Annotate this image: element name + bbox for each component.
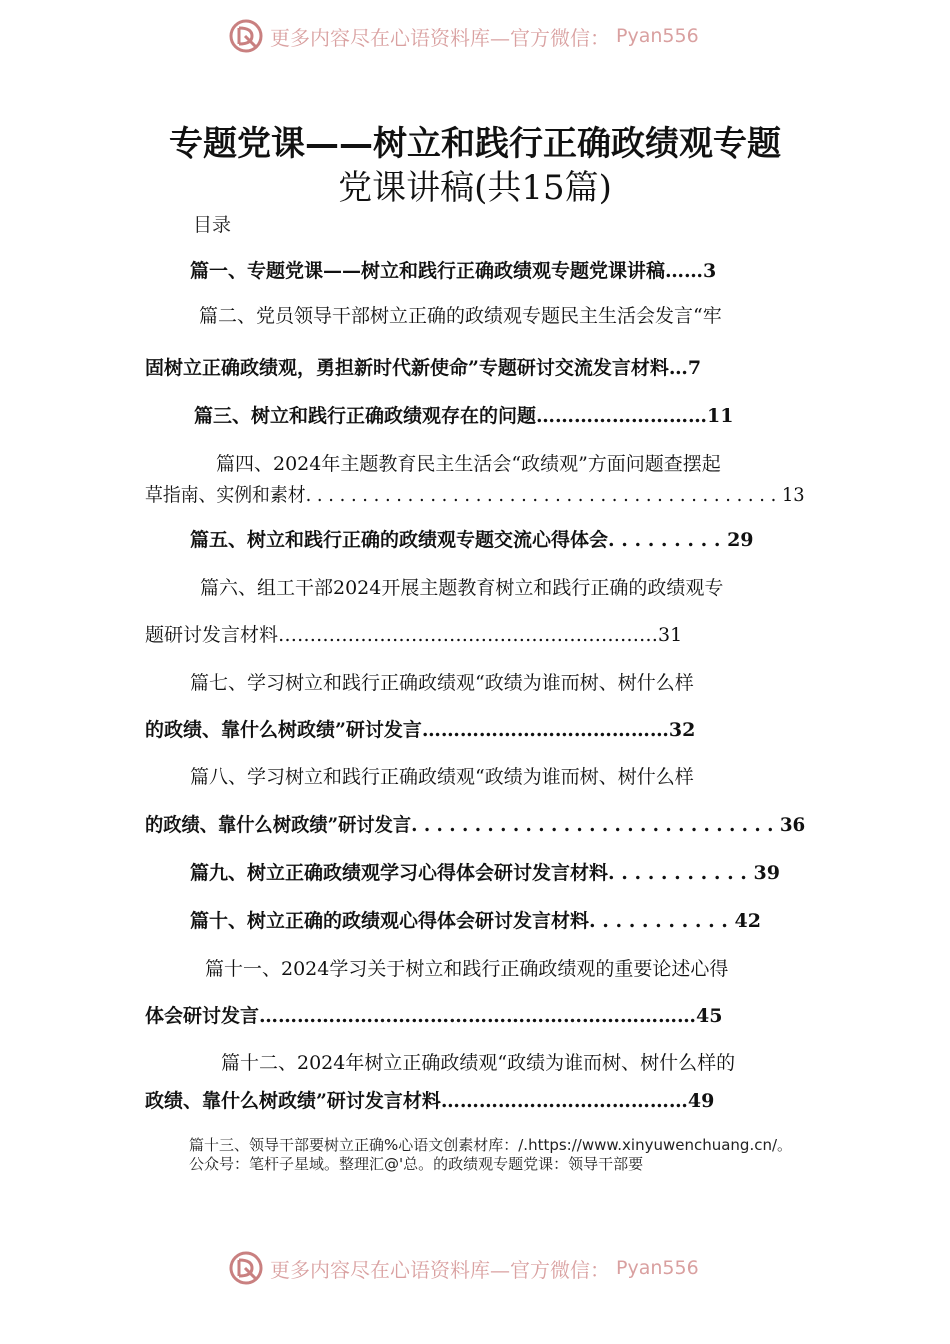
toc-entry[interactable]: 政绩、靠什么树政绩”研讨发言材料…………………………………49 (145, 1090, 715, 1112)
header-watermark-banner (228, 16, 699, 56)
brand-logo-icon (228, 18, 264, 54)
footer-watermark-banner (228, 1248, 699, 1288)
toc-entry[interactable]: 的政绩、靠什么树政绩”研讨发言. . . . . . . . . . . . . . . . . . . . . . . . . . . . . 36 (145, 814, 806, 836)
footnote-text: 篇十三、领导干部要树立正确%心语文创素材库：/.https://www.xinyuwenchuang.cn/。公众号：笔杆子星域。整理汇@'总。的政绩观专题党课：领导干部要 (189, 1136, 793, 1173)
toc-entry[interactable]: 篇三、树立和践行正确政绩观存在的问题………………………11 (194, 405, 734, 427)
toc-entry[interactable]: 篇九、树立正确政绩观学习心得体会研讨发言材料. . . . . . . . . . . 39 (190, 862, 780, 884)
banner-text: 更多内容尽在心语资料库—官方微信： (270, 1257, 610, 1282)
banner-wechat-id: Pyan556 (616, 1257, 699, 1279)
toc-entry[interactable]: 篇一、专题党课——树立和践行正确政绩观专题党课讲稿……3 (190, 260, 717, 282)
toc-entry[interactable]: 篇七、学习树立和践行正确政绩观“政绩为谁而树、树什么样 (190, 672, 694, 694)
toc-entry[interactable]: 篇十二、2024年树立正确政绩观“政绩为谁而树、树什么样的 (221, 1052, 736, 1074)
toc-entry[interactable]: 篇十、树立正确的政绩观心得体会研讨发言材料. . . . . . . . . . . 42 (190, 910, 761, 932)
toc-heading: 目录 (193, 214, 232, 236)
toc-entry[interactable]: 题研讨发言材料……………………………………………………31 (145, 624, 683, 646)
toc-entry[interactable]: 篇五、树立和践行正确的政绩观专题交流心得体会. . . . . . . . . 29 (190, 529, 754, 551)
document-title-line1: 专题党课——树立和践行正确政绩观专题 (169, 124, 781, 164)
banner-wechat-id: Pyan556 (616, 25, 699, 47)
toc-entry[interactable]: 固树立正确政绩观，勇担新时代新使命”专题研讨交流发言材料…7 (145, 357, 702, 379)
document-title-line2: 党课讲稿(共15篇) (338, 168, 612, 208)
toc-entry[interactable]: 篇六、组工干部2024开展主题教育树立和践行正确的政绩观专 (200, 577, 724, 599)
toc-entry[interactable]: 篇二、党员领导干部树立正确的政绩观专题民主生活会发言“牢 (199, 305, 722, 327)
toc-entry[interactable]: 体会研讨发言……………………………………………………………45 (145, 1005, 723, 1027)
banner-text: 更多内容尽在心语资料库—官方微信： (270, 25, 610, 50)
brand-logo-icon (228, 1250, 264, 1286)
toc-entry[interactable]: 篇八、学习树立和践行正确政绩观“政绩为谁而树、树什么样 (190, 766, 694, 788)
toc-entry[interactable]: 草指南、实例和素材. . . . . . . . . . . . . . . . . . . . . . . . . . . . . . . . . . . . . . . . . . 13 (145, 484, 805, 506)
toc-entry[interactable]: 的政绩、靠什么树政绩”研讨发言…………………………………32 (145, 719, 696, 741)
toc-entry[interactable]: 篇十一、2024学习关于树立和践行正确政绩观的重要论述心得 (205, 958, 729, 980)
toc-entry[interactable]: 篇四、2024年主题教育民主生活会“政绩观”方面问题查摆起 (216, 453, 721, 475)
